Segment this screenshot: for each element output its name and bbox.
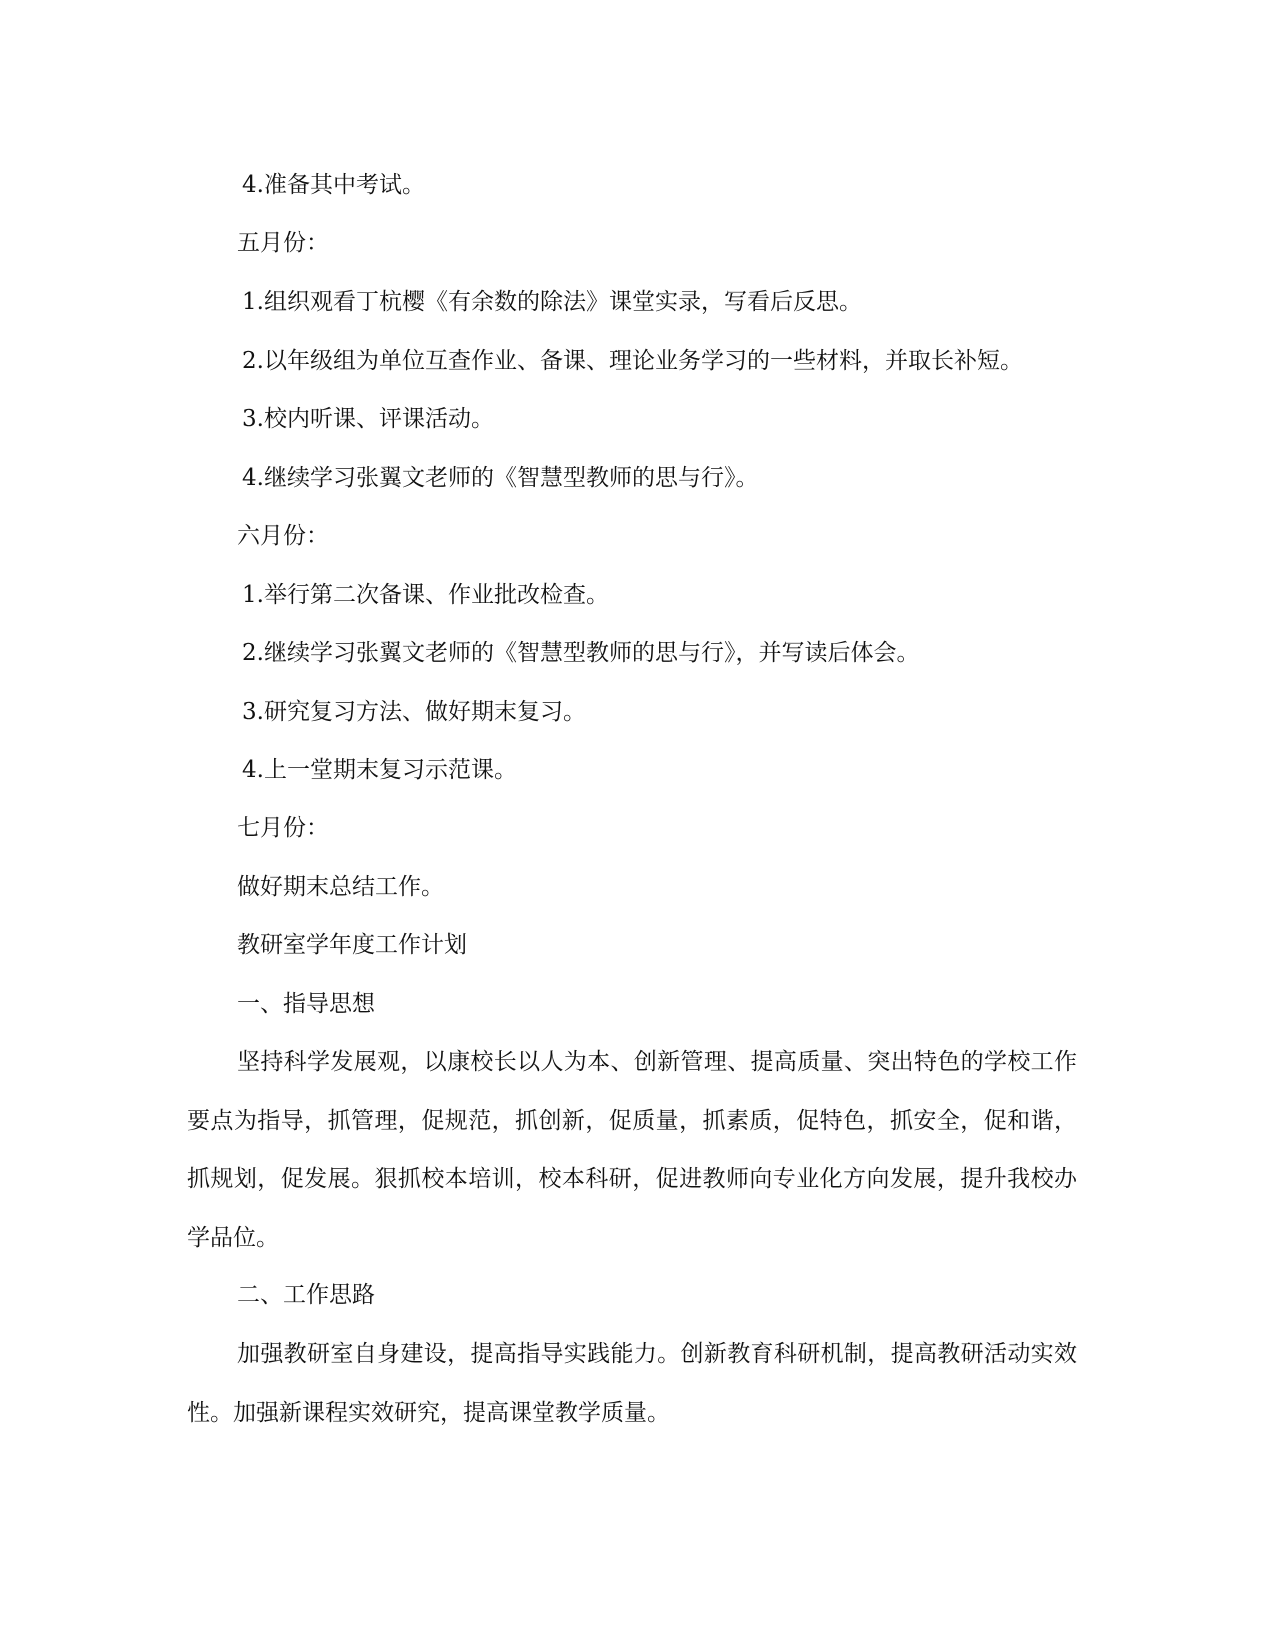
- item-june-2: 2.继续学习张翼文老师的《智慧型教师的思与行》，并写读后体会。: [242, 640, 920, 666]
- item-june-1: 1.举行第二次备课、作业批改检查。: [242, 582, 609, 608]
- item-may-2: 2.以年级组为单位互查作业、备课、理论业务学习的一些材料，并取长补短。: [242, 348, 1023, 374]
- work-approach-paragraph: 加强教研室自身建设，提高指导实践能力。创新教育科研机制，提高教研活动实效性。加强新课程实效研究，提高课堂教学质量。: [187, 1341, 1077, 1426]
- item-may-3: 3.校内听课、评课活动。: [242, 406, 494, 432]
- item-may-1: 1.组织观看丁杭樱《有余数的除法》课堂实录，写看后反思。: [242, 289, 862, 315]
- item-june-3: 3.研究复习方法、做好期末复习。: [242, 699, 586, 725]
- section-heading-2: 二、工作思路: [237, 1282, 375, 1308]
- item-june-4: 4.上一堂期末复习示范课。: [242, 757, 517, 783]
- guiding-ideology-paragraph: 坚持科学发展观，以康校长以人为本、创新管理、提高质量、突出特色的学校工作要点为指导，抓管理，促规范，抓创新，促质量，抓素质，促特色，抓安全，促和谐，抓规划，促发展。狠抓校本培训，校本科研，促进教师向专业化方向发展，提升我校办学品位。: [187, 1049, 1077, 1251]
- heading-june: 六月份：: [237, 523, 329, 549]
- item-may-4: 4.继续学习张翼文老师的《智慧型教师的思与行》。: [242, 465, 759, 491]
- document-title: 教研室学年度工作计划: [237, 932, 467, 958]
- heading-may: 五月份：: [237, 230, 329, 256]
- heading-july: 七月份：: [237, 815, 329, 841]
- item-july: 做好期末总结工作。: [237, 874, 444, 900]
- section-heading-1: 一、指导思想: [237, 991, 375, 1017]
- item-prepare-midterm: 4.准备其中考试。: [242, 172, 425, 198]
